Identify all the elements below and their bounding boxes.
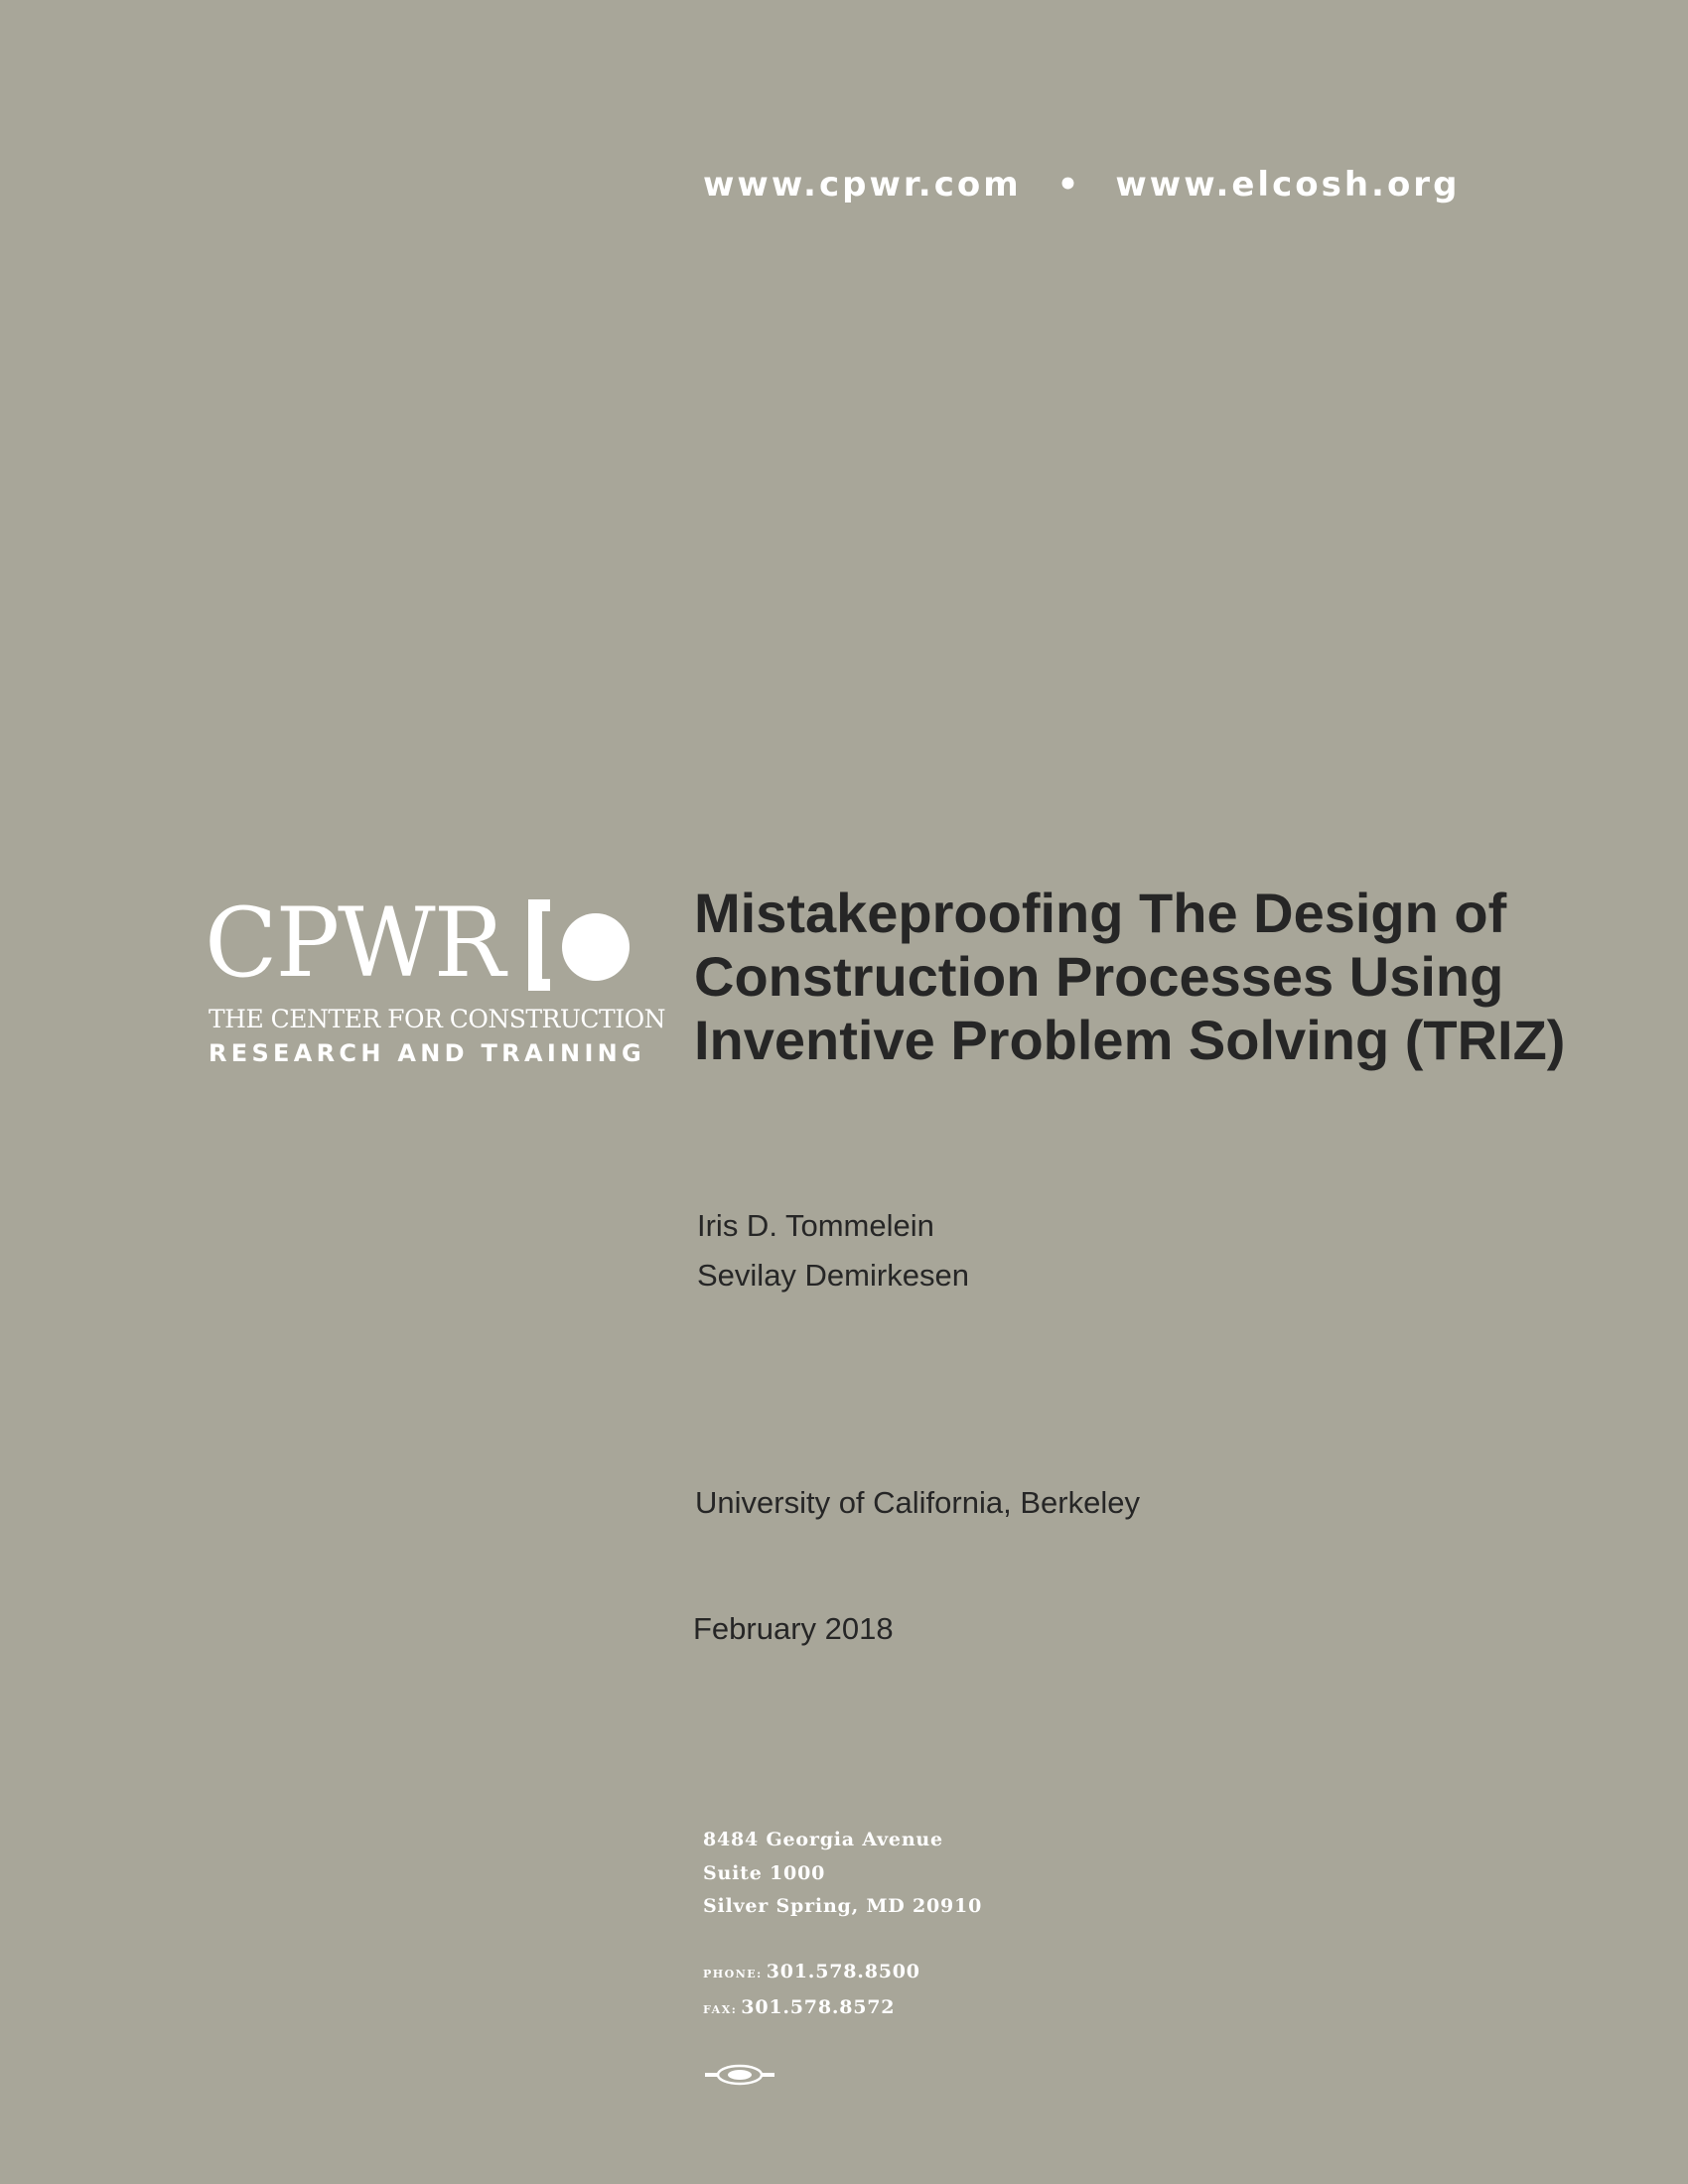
website-separator: • — [1056, 165, 1082, 205]
website-links — [703, 157, 1460, 212]
logo-tagline-line1: THE CENTER FOR CONSTRUCTION — [209, 1005, 665, 1033]
author-list — [697, 1201, 969, 1300]
phone-line — [703, 1956, 920, 1991]
address-city: Silver Spring, MD 20910 — [703, 1895, 983, 1917]
publication-date: February 2018 — [693, 1611, 894, 1646]
report-title — [694, 882, 1565, 1072]
author-name: Iris D. Tommelein — [697, 1208, 934, 1243]
contact-info — [703, 1956, 920, 2026]
logo-wordmark: CPWR — [205, 887, 503, 999]
address-suite: Suite 1000 — [703, 1861, 826, 1884]
mailing-address — [703, 1824, 982, 1924]
fax-label: FAX: — [703, 2002, 738, 2016]
union-bug-icon — [703, 2063, 776, 2087]
elcosh-website-link[interactable]: www.elcosh.org — [1115, 165, 1461, 205]
fax-line — [703, 1991, 920, 2027]
bracket-circle-icon — [520, 897, 630, 993]
institution: University of California, Berkeley — [695, 1485, 1140, 1520]
title-line: Construction Processes Using — [694, 945, 1504, 1008]
address-street: 8484 Georgia Avenue — [703, 1829, 943, 1850]
cpwr-website-link[interactable]: www.cpwr.com — [703, 165, 1022, 205]
logo-tagline-line2: RESEARCH AND TRAINING — [209, 1039, 646, 1067]
phone-label: PHONE: — [703, 1968, 763, 1980]
author-name: Sevilay Demirkesen — [697, 1258, 969, 1293]
title-line: Inventive Problem Solving (TRIZ) — [694, 1009, 1566, 1071]
fax-number: 301.578.8572 — [741, 1995, 896, 2018]
title-line: Mistakeproofing The Design of — [694, 882, 1507, 944]
phone-number: 301.578.8500 — [766, 1961, 920, 1982]
cpwr-logo — [205, 887, 665, 1072]
